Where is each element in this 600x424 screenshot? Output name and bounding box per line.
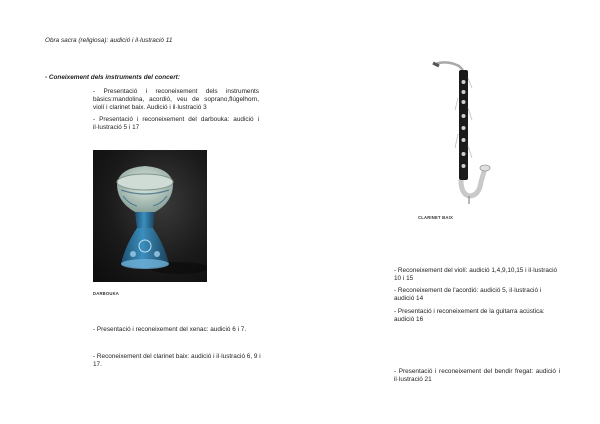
clarinet-caption: CLARINET BAIX [418, 215, 453, 220]
darbouka-caption: DARBOUKA [93, 291, 120, 296]
darbouka-photo [93, 150, 207, 282]
bass-clarinet-image [425, 58, 495, 208]
darbouka-image [93, 150, 207, 282]
list-item: - Presentació i reconeixement del xenac: audició 6 i 7. [93, 326, 247, 333]
list-item: - Presentació i reconeixement del bendir fregat: audició i il·lustració 21 [394, 368, 560, 384]
list-item: - Reconeixement de l'acordió: audició 5, il·lustració i audició 14 [394, 287, 542, 303]
list-item: - Reconeixement del clarinet baix: audició i il·lustració 6, 9 i 17. [93, 353, 261, 369]
list-item: - Reconeixement del violí: audició 1,4,9,10,15 i il·lustració 10 i 15 [394, 267, 558, 283]
section-title: - Coneixement dels instruments del concert: [45, 74, 180, 81]
list-item: - Presentació i reconeixement de la guitarra acústica: audició 16 [394, 308, 545, 324]
list-item: - Presentació i reconeixement del darbouka: audició i il·lustració 5 i 17 [93, 116, 259, 132]
clarinet-photo [425, 58, 495, 208]
list-item: - Presentació i reconeixement dels instruments bàsics:mandolina, acordió, veu de soprano,flúgelhorn, violí i clarinet baix. Audició i il·lustració 3 [93, 88, 259, 112]
work-title: Obra sacra (religiosa): audició i il·lustració 11 [45, 37, 173, 44]
